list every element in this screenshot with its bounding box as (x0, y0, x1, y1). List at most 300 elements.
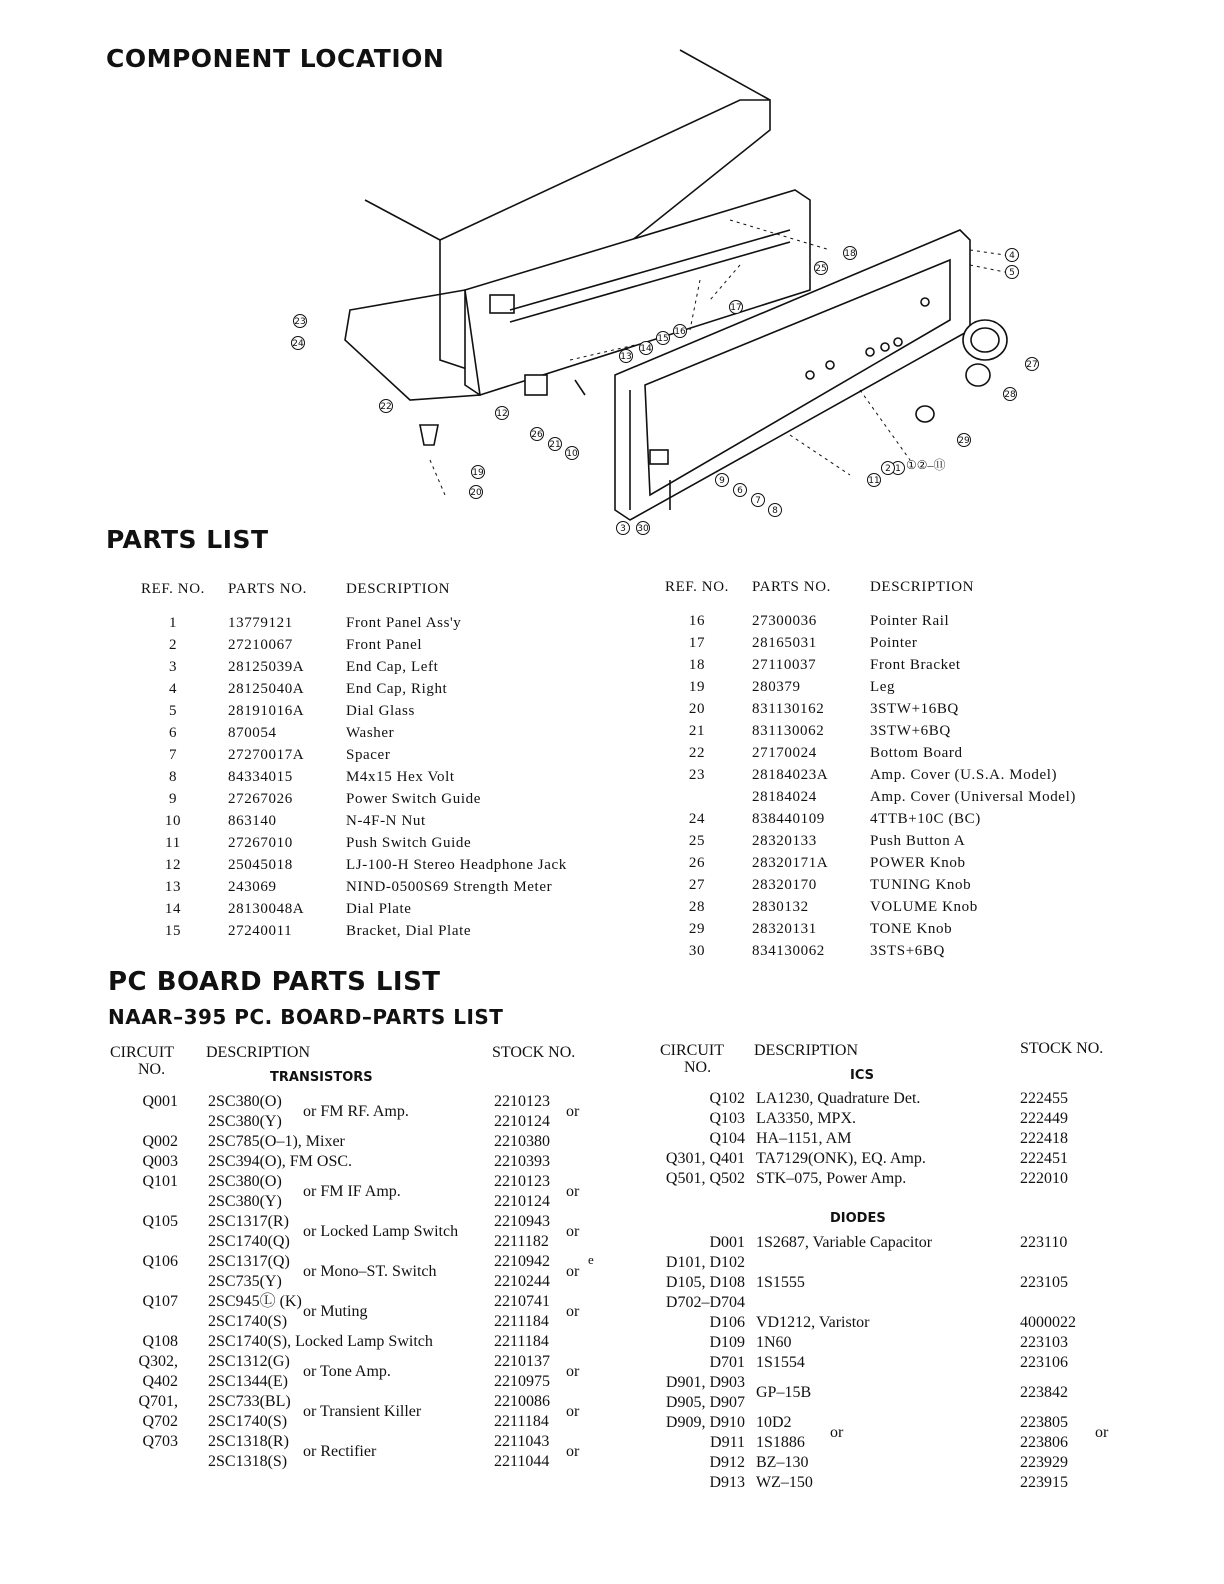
part-description: TUNING Knob (870, 876, 972, 893)
callout-9 (716, 474, 729, 487)
callout-21 (549, 438, 562, 451)
callout-14 (640, 342, 653, 355)
ref-no: 20 (688, 700, 706, 717)
part-type: 2SC785(O–1), Mixer (208, 1133, 345, 1150)
ref-no: 18 (688, 656, 706, 673)
part-type-alt: 2SC735(Y) (208, 1273, 282, 1290)
ref-no: 27 (688, 876, 706, 893)
part-description: 3STW+6BQ (870, 722, 951, 739)
diode-description: 1S1555 (756, 1274, 805, 1291)
part-description: LJ-100-H Stereo Headphone Jack (346, 856, 567, 873)
ref-no: 22 (688, 744, 706, 761)
ref-no: 8 (168, 768, 178, 785)
parts-no: 870054 (228, 724, 277, 741)
diode-description: BZ–130 (756, 1454, 809, 1471)
callout-16 (674, 325, 687, 338)
col-description: DESCRIPTION (206, 1044, 311, 1061)
stock-no: 2210943 (494, 1213, 550, 1230)
ic-description: LA3350, MPX. (756, 1110, 857, 1127)
parts-row (642, 764, 1112, 786)
parts-list-right (642, 576, 1112, 962)
or-label: or (566, 1263, 580, 1280)
parts-no: 280379 (752, 678, 801, 695)
part-type-alt: 2SC1740(Q) (208, 1233, 290, 1250)
stock-no: 223106 (1020, 1354, 1068, 1371)
callout-29 (958, 434, 971, 447)
diode-or-label-a: or (830, 1424, 844, 1441)
callout-7 (752, 494, 765, 507)
parts-no: 831130062 (752, 722, 825, 739)
stock-no-alt: 2211184 (494, 1313, 549, 1330)
parts-row (642, 918, 1112, 940)
part-description: Front Bracket (870, 656, 961, 673)
transistor-row (100, 1292, 620, 1332)
circuit-no: Q107 (142, 1293, 178, 1310)
parts-no: 838440109 (752, 810, 825, 827)
ic-row (650, 1129, 1120, 1149)
part-description: Amp. Cover (Universal Model) (870, 788, 1076, 805)
callout-15 (657, 332, 670, 345)
stock-no: 223915 (1020, 1474, 1068, 1491)
callout-30 (637, 522, 650, 535)
diode-description: GP–15B (756, 1384, 812, 1401)
col-parts-no: PARTS NO. (228, 580, 307, 597)
svg-text:21: 21 (549, 440, 561, 450)
ic-description: HA–1151, AM (756, 1130, 852, 1147)
part-type-alt: 2SC1740(S) (208, 1413, 288, 1430)
circuit-no: Q108 (142, 1333, 178, 1350)
circuit-no: Q001 (142, 1093, 178, 1110)
parts-row (642, 698, 1112, 720)
parts-no: 2830132 (752, 898, 809, 915)
part-type: 2SC380(O) (208, 1093, 282, 1110)
col-circuit-no: NO. (684, 1059, 712, 1076)
ic-row (650, 1149, 1120, 1169)
parts-row (642, 742, 1112, 764)
stock-no: 222010 (1020, 1170, 1068, 1187)
parts-row (118, 810, 638, 832)
ic-row (650, 1089, 1120, 1109)
svg-text:29: 29 (958, 436, 970, 446)
callout-25 (815, 262, 828, 275)
circuit-no: Q302, Q402 (138, 1353, 178, 1390)
ref-no: 26 (688, 854, 706, 871)
circuit-no: D101, D102 (665, 1254, 745, 1271)
ic-row (650, 1109, 1120, 1129)
parts-row (642, 808, 1112, 830)
parts-row (642, 940, 1112, 962)
parts-list-left (118, 578, 638, 942)
transistor-row (100, 1352, 620, 1392)
callout-27 (1026, 358, 1039, 371)
ics-title: ICS (850, 1068, 874, 1083)
stock-no: 223842 (1020, 1384, 1068, 1401)
callout-6 (734, 484, 747, 497)
part-description: 3STW+16BQ (870, 700, 959, 717)
col-circuit-no: NO. (138, 1061, 166, 1078)
mark-label: e (588, 1252, 594, 1267)
function-note: or Locked Lamp Switch (303, 1223, 459, 1240)
ref-no: 19 (688, 678, 706, 695)
svg-text:28: 28 (1004, 390, 1016, 400)
parts-row (118, 612, 638, 634)
ref-no: 11 (165, 834, 181, 851)
stock-no: 223805 (1020, 1414, 1068, 1431)
circuit-no: Q703 (142, 1433, 178, 1450)
parts-no: 27170024 (752, 744, 817, 761)
parts-list-right-rows (642, 610, 1112, 962)
part-description: Spacer (346, 746, 391, 763)
stock-no: 2211184 (494, 1333, 549, 1350)
part-description: 4TTB+10C (BC) (870, 810, 981, 827)
ref-no: 30 (688, 942, 706, 959)
callout-11 (868, 474, 881, 487)
svg-text:8: 8 (772, 506, 778, 516)
stock-no-alt: 2211184 (494, 1413, 549, 1430)
parts-no: 28184024 (752, 788, 817, 805)
parts-no: 28125040A (228, 680, 305, 697)
diode-row (650, 1233, 1120, 1253)
transistor-row (100, 1152, 620, 1172)
circuit-no: Q101 (142, 1173, 178, 1190)
diode-row (650, 1253, 1120, 1273)
stock-no: 223105 (1020, 1274, 1068, 1291)
circuit-no: Q701, Q702 (138, 1393, 178, 1430)
parts-no: 243069 (228, 878, 277, 895)
ics-diodes-table (650, 1040, 1120, 1491)
part-type-alt: 2SC380(Y) (208, 1113, 282, 1130)
ref-no: 28 (688, 898, 706, 915)
callout-28 (1004, 388, 1017, 401)
ref-no: 5 (168, 702, 178, 719)
diode-row (650, 1293, 1120, 1313)
part-description: Dial Plate (346, 900, 412, 917)
callout-24 (292, 337, 305, 350)
parts-row (642, 852, 1112, 874)
diode-description: 1S1554 (756, 1354, 805, 1371)
parts-no: 13779121 (228, 614, 293, 631)
parts-list-header-left (118, 578, 638, 600)
parts-row (118, 920, 638, 942)
ic-description: STK–075, Power Amp. (756, 1170, 907, 1187)
stock-no: 2210380 (494, 1133, 550, 1150)
stock-no: 2210086 (494, 1393, 550, 1410)
callout-range-label: ①②–⑪ (906, 458, 946, 472)
or-label: or (566, 1303, 580, 1320)
callout-12 (496, 407, 509, 420)
ref-no: 21 (688, 722, 706, 739)
parts-list-left-rows (118, 612, 638, 942)
part-description: End Cap, Right (346, 680, 448, 697)
parts-row (642, 632, 1112, 654)
part-description: Amp. Cover (U.S.A. Model) (870, 766, 1058, 783)
part-type: 2SC380(O) (208, 1173, 282, 1190)
part-type: 2SC394(O), FM OSC. (208, 1153, 353, 1170)
ic-description: TA7129(ONK), EQ. Amp. (756, 1150, 926, 1167)
parts-row (642, 786, 1112, 808)
parts-row (118, 656, 638, 678)
ics-header (650, 1040, 1120, 1080)
callout-26 (531, 428, 544, 441)
circuit-no: Q103 (709, 1110, 745, 1127)
transistor-row (100, 1092, 620, 1132)
circuit-no: D105, D108 (665, 1274, 745, 1291)
stock-no: 2210137 (494, 1353, 550, 1370)
circuit-no: D109 (709, 1334, 745, 1351)
stock-no: 223110 (1020, 1234, 1068, 1251)
or-label: or (566, 1223, 580, 1240)
stock-no-alt: 2211044 (494, 1453, 550, 1470)
callout-3 (617, 522, 630, 535)
ref-no: 3 (168, 658, 178, 675)
part-description: POWER Knob (870, 854, 966, 871)
parts-row (642, 896, 1112, 918)
parts-row (642, 720, 1112, 742)
callout-19 (472, 466, 485, 479)
circuit-no: Q106 (142, 1253, 178, 1270)
parts-row (642, 654, 1112, 676)
svg-text:20: 20 (470, 488, 482, 498)
col-description: DESCRIPTION (870, 578, 975, 595)
parts-no: 28320170 (752, 876, 817, 893)
circuit-no: D702–D704 (665, 1294, 745, 1311)
diode-description: VD1212, Varistor (756, 1314, 870, 1331)
parts-no: 27240011 (228, 922, 293, 939)
ref-no: 16 (688, 612, 706, 629)
parts-row (118, 788, 638, 810)
part-description: Washer (346, 724, 395, 741)
col-stock-no: STOCK NO. (492, 1044, 576, 1061)
part-description: Power Switch Guide (346, 790, 481, 807)
circuit-no: Q301, Q401 (665, 1150, 745, 1167)
col-circuit: CIRCUIT (110, 1044, 174, 1061)
diode-description: 1S1886 (756, 1434, 805, 1451)
function-note: or Mono–ST. Switch (303, 1263, 437, 1280)
stock-no: 2210123 (494, 1093, 550, 1110)
diode-or-label-b: or (1095, 1424, 1109, 1441)
ref-no: 9 (168, 790, 178, 807)
ref-no: 13 (164, 878, 182, 895)
svg-text:12: 12 (496, 409, 508, 419)
svg-text:25: 25 (815, 264, 827, 274)
parts-no: 25045018 (228, 856, 293, 873)
parts-list-heading: PARTS LIST (106, 525, 269, 554)
parts-no: 27267026 (228, 790, 293, 807)
transistor-row (100, 1252, 620, 1292)
ref-no: 6 (168, 724, 178, 741)
circuit-no: D701 (709, 1354, 745, 1371)
stock-no: 2211043 (494, 1433, 550, 1450)
diode-description: 1N60 (756, 1334, 792, 1351)
stock-no: 223103 (1020, 1334, 1068, 1351)
ref-no: 17 (688, 634, 706, 651)
transistor-row (100, 1132, 620, 1152)
svg-text:5: 5 (1009, 268, 1015, 278)
parts-no: 27300036 (752, 612, 817, 629)
circuit-no: D106 (709, 1314, 745, 1331)
col-parts-no: PARTS NO. (752, 578, 831, 595)
parts-no: 28125039A (228, 658, 305, 675)
callout-4 (1006, 249, 1019, 262)
diode-row (650, 1453, 1120, 1473)
stock-no: 222418 (1020, 1130, 1068, 1147)
transistors-title: TRANSISTORS (270, 1070, 373, 1085)
svg-text:4: 4 (1009, 251, 1015, 261)
svg-text:19: 19 (472, 468, 484, 478)
callout-17 (730, 301, 743, 314)
stock-no-alt: 2210975 (494, 1373, 550, 1390)
stock-no: 222455 (1020, 1090, 1068, 1107)
ref-no: 15 (164, 922, 182, 939)
svg-text:10: 10 (566, 449, 578, 459)
svg-text:9: 9 (719, 476, 725, 486)
part-type: 2SC945Ⓛ (K) (208, 1293, 302, 1310)
function-note: or Rectifier (303, 1443, 377, 1460)
parts-row (118, 700, 638, 722)
svg-text:6: 6 (737, 486, 743, 496)
part-description: Pointer (870, 634, 918, 651)
parts-no: 863140 (228, 812, 277, 829)
stock-no: 223929 (1020, 1454, 1068, 1471)
circuit-no: D001 (709, 1234, 745, 1251)
stock-no-alt: 2210124 (494, 1113, 550, 1130)
circuit-no: Q501, Q502 (665, 1170, 745, 1187)
or-label: or (566, 1363, 580, 1380)
parts-no: 28165031 (752, 634, 817, 651)
stock-no: 2210942 (494, 1253, 550, 1270)
part-description: VOLUME Knob (870, 898, 978, 915)
stock-no: 4000022 (1020, 1314, 1076, 1331)
ref-no: 2 (168, 636, 178, 653)
callout-10 (566, 447, 579, 460)
ic-row (650, 1169, 1120, 1189)
svg-text:26: 26 (531, 430, 543, 440)
stock-no: 222449 (1020, 1110, 1068, 1127)
parts-row (118, 744, 638, 766)
svg-text:13: 13 (620, 352, 632, 362)
parts-no: 28320171A (752, 854, 829, 871)
diode-row (650, 1413, 1120, 1433)
diode-row (650, 1384, 1120, 1413)
ic-description: LA1230, Quadrature Det. (756, 1090, 921, 1107)
parts-no: 27267010 (228, 834, 293, 851)
svg-text:16: 16 (674, 327, 686, 337)
parts-no: 28191016A (228, 702, 305, 719)
circuit-no: D913 (709, 1474, 745, 1491)
diode-row (650, 1473, 1120, 1493)
part-type: 2SC1318(R) (208, 1433, 289, 1450)
circuit-no: Q102 (709, 1090, 745, 1107)
parts-no: 28184023A (752, 766, 829, 783)
parts-no: 27210067 (228, 636, 293, 653)
part-description: Bottom Board (870, 744, 963, 761)
part-description: Front Panel (346, 636, 423, 653)
part-description: NIND-0500S69 Strength Meter (346, 878, 553, 895)
ref-no: 23 (688, 766, 706, 783)
parts-no: 831130162 (752, 700, 825, 717)
parts-row (642, 830, 1112, 852)
part-type: 2SC733(BL) (208, 1393, 291, 1410)
part-description: End Cap, Left (346, 658, 439, 675)
function-note: or Transient Killer (303, 1403, 422, 1420)
function-note: or FM RF. Amp. (303, 1103, 409, 1120)
pc-board-subheading: NAAR–395 PC. BOARD–PARTS LIST (108, 1005, 504, 1029)
transistor-row (100, 1172, 620, 1212)
circuit-no: D901, D903 (665, 1374, 745, 1391)
part-type-alt: 2SC1318(S) (208, 1453, 288, 1470)
part-description: Pointer Rail (870, 612, 950, 629)
diode-description: 1S2687, Variable Capacitor (756, 1234, 933, 1251)
parts-no: 834130062 (752, 942, 825, 959)
function-note: or FM IF Amp. (303, 1183, 401, 1200)
callout-8 (769, 504, 782, 517)
parts-row (118, 832, 638, 854)
callout-5 (1006, 266, 1019, 279)
diode-description: 10D2 (756, 1414, 792, 1431)
parts-no: 27110037 (752, 656, 817, 673)
part-description: N-4F-N Nut (346, 812, 426, 829)
pc-board-heading: PC BOARD PARTS LIST (108, 967, 441, 997)
stock-no-alt: 2210244 (494, 1273, 550, 1290)
svg-text:23: 23 (294, 317, 306, 327)
parts-no: 28320133 (752, 832, 817, 849)
diode-row (650, 1333, 1120, 1353)
parts-row (642, 610, 1112, 632)
col-description: DESCRIPTION (346, 580, 451, 597)
circuit-no: Q002 (142, 1133, 178, 1150)
stock-no: 2210393 (494, 1153, 550, 1170)
ref-no: 10 (164, 812, 182, 829)
ref-no: 7 (168, 746, 178, 763)
col-description: DESCRIPTION (754, 1042, 859, 1059)
ref-no: 12 (164, 856, 182, 873)
svg-text:3: 3 (620, 524, 626, 534)
ref-no: 25 (688, 832, 706, 849)
or-label: or (566, 1403, 580, 1420)
svg-text:24: 24 (292, 339, 304, 349)
circuit-no: Q003 (142, 1153, 178, 1170)
or-label: or (566, 1183, 580, 1200)
or-label: or (566, 1443, 580, 1460)
stock-no-alt: 2211182 (494, 1233, 549, 1250)
function-note: or Tone Amp. (303, 1363, 391, 1380)
callout-2 (882, 462, 895, 475)
parts-row (118, 678, 638, 700)
part-type-alt: 2SC380(Y) (208, 1193, 282, 1210)
circuit-no: D905, D907 (665, 1394, 745, 1411)
circuit-no: D911 (710, 1434, 745, 1451)
callout-13 (620, 350, 633, 363)
part-description: Front Panel Ass'y (346, 614, 462, 631)
stock-no: 223806 (1020, 1434, 1068, 1451)
ref-no: 1 (168, 614, 178, 631)
col-ref-no: REF. NO. (664, 578, 730, 595)
circuit-no: D912 (709, 1454, 745, 1471)
function-note: or Muting (303, 1303, 368, 1320)
parts-no: 28320131 (752, 920, 817, 937)
diode-description: WZ–150 (756, 1474, 813, 1491)
parts-row (642, 676, 1112, 698)
stock-no: 2210741 (494, 1293, 550, 1310)
part-type: 2SC1312(G) (208, 1353, 290, 1370)
parts-row (118, 722, 638, 744)
diode-row (650, 1273, 1120, 1293)
callout-23 (294, 315, 307, 328)
callout-18 (844, 247, 857, 260)
diode-row (650, 1313, 1120, 1333)
col-circuit: CIRCUIT (660, 1042, 724, 1059)
svg-text:22: 22 (380, 402, 392, 412)
